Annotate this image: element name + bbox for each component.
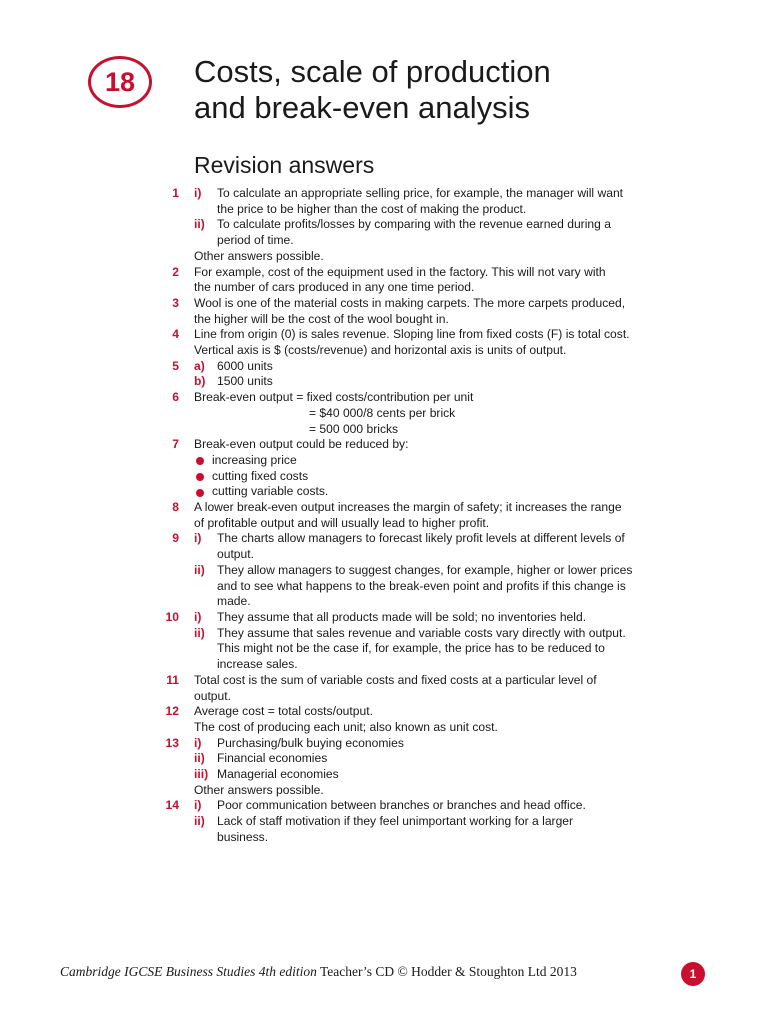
answer-line: Financial economies xyxy=(217,751,328,766)
bullet-text: increasing price xyxy=(212,452,297,467)
section-heading: Revision answers xyxy=(194,152,375,178)
question-number: 1 xyxy=(172,186,179,200)
sub-answer xyxy=(194,626,714,673)
sub-answer xyxy=(194,798,714,814)
answer-line: Poor communication between branches or branches and head office. xyxy=(217,798,586,813)
answer-line: the number of cars produced in any one time period. xyxy=(194,280,475,295)
question-number: 4 xyxy=(172,327,179,342)
question-number: 14 xyxy=(165,798,179,813)
question-number: 3 xyxy=(172,295,179,310)
answer-line: made. xyxy=(217,594,251,609)
answer-line: 6000 units xyxy=(217,358,273,373)
page-number-badge: 1 xyxy=(681,962,705,986)
answer-line: Break-even output = fixed costs/contribution per unit xyxy=(194,390,474,405)
answer-line: The charts allow managers to forecast likely profit levels at different levels of xyxy=(217,531,625,546)
sub-label: i) xyxy=(194,609,202,624)
answer-6 xyxy=(172,390,714,437)
sub-answer xyxy=(194,767,714,783)
answer-line: To calculate profits/losses by comparing with the revenue earned during a xyxy=(217,217,611,232)
sub-answer xyxy=(194,563,714,610)
sub-answer xyxy=(194,610,714,626)
answer-12 xyxy=(165,704,714,735)
answer-5 xyxy=(172,358,714,390)
sub-answer xyxy=(194,751,714,767)
answer-line: period of time. xyxy=(217,233,294,248)
page-footer xyxy=(60,964,577,980)
equation-line: = 500 000 bricks xyxy=(309,421,399,436)
answer-7 xyxy=(172,437,714,500)
answer-line: Wool is one of the material costs in making carpets. The more carpets produced, xyxy=(194,295,626,310)
sub-label: ii) xyxy=(194,814,205,829)
sub-label: ii) xyxy=(194,751,205,766)
sub-label: ii) xyxy=(194,625,205,640)
answer-line: output. xyxy=(194,688,231,703)
answer-line: To calculate an appropriate selling price, for example, the manager will want xyxy=(217,186,624,200)
sub-answer xyxy=(194,186,714,217)
chapter-number-badge: 18 xyxy=(88,56,152,108)
question-number: 9 xyxy=(172,531,179,546)
answer-line: Managerial economies xyxy=(217,767,339,782)
answer-line: Line from origin (0) is sales revenue. Sloping line from fixed costs (F) is total cost. xyxy=(194,327,630,342)
answer-line: output. xyxy=(217,547,254,562)
answer-line: They assume that all products made will be sold; no inventories held. xyxy=(217,609,587,624)
sub-label: a) xyxy=(194,358,205,373)
answer-line: They allow managers to suggest changes, for example, higher or lower prices xyxy=(217,562,633,577)
question-number: 8 xyxy=(172,500,179,515)
sub-label: i) xyxy=(194,186,202,200)
bullet-text: cutting fixed costs xyxy=(212,468,309,483)
bullet-item xyxy=(171,469,714,485)
answer-8 xyxy=(172,500,714,531)
question-number: 5 xyxy=(172,358,179,373)
answer-4 xyxy=(172,327,714,358)
question-number: 11 xyxy=(166,672,179,687)
answer-line: They assume that sales revenue and variable costs vary directly with output. xyxy=(217,625,626,640)
answer-line: and to see what happens to the break-even point and profits if this change is xyxy=(217,578,626,593)
answer-line: For example, cost of the equipment used in the factory. This will not vary with xyxy=(194,264,606,279)
sub-answer xyxy=(194,359,714,375)
question-number: 6 xyxy=(172,390,179,405)
answer-line: Purchasing/bulk buying economies xyxy=(217,735,404,750)
sub-answer xyxy=(194,217,714,248)
sub-label: b) xyxy=(194,374,206,389)
question-number: 2 xyxy=(172,264,179,279)
bullet-text: cutting variable costs. xyxy=(212,484,329,499)
footer-book-title: Cambridge IGCSE Business Studies 4th edition xyxy=(60,964,317,979)
answer-note: Other answers possible. xyxy=(194,782,324,797)
answer-line: increase sales. xyxy=(217,657,298,672)
equation-line: = $40 000/8 cents per brick xyxy=(309,405,456,420)
answer-13 xyxy=(165,735,714,799)
answer-line: Lack of staff motivation if they feel unimportant working for a larger xyxy=(217,814,574,829)
answers-list xyxy=(165,186,714,846)
sub-label: ii) xyxy=(194,217,205,232)
bullet-item xyxy=(171,484,714,500)
answer-line: of profitable output and will usually lead to higher profit. xyxy=(194,515,490,530)
answer-line: business. xyxy=(217,829,269,844)
answer-line: The cost of producing each unit; also known as unit cost. xyxy=(194,719,498,734)
answer-9 xyxy=(172,531,714,610)
title-line-2: and break-even analysis xyxy=(194,90,531,125)
sub-label: ii) xyxy=(194,562,205,577)
sub-answer xyxy=(194,736,714,752)
sub-answer xyxy=(194,814,714,845)
answer-line: Break-even output could be reduced by: xyxy=(194,437,409,452)
sub-answer xyxy=(194,531,714,562)
footer-copyright: Teacher’s CD © Hodder & Stoughton Ltd 2013 xyxy=(316,964,577,979)
sub-label: i) xyxy=(194,798,202,813)
answer-line: Average cost = total costs/output. xyxy=(194,704,373,719)
answer-line: Vertical axis is $ (costs/revenue) and horizontal axis is units of output. xyxy=(194,343,567,358)
answer-1 xyxy=(172,186,714,265)
page-title xyxy=(194,54,551,126)
answer-10 xyxy=(165,609,714,673)
question-number: 10 xyxy=(165,609,179,624)
answer-note: Other answers possible. xyxy=(194,248,324,263)
answer-2 xyxy=(172,264,714,296)
question-number: 13 xyxy=(165,735,179,750)
answer-3 xyxy=(172,295,714,327)
answer-line: This might not be the case if, for example, the price has to be reduced to xyxy=(217,641,605,656)
sub-label: iii) xyxy=(194,767,209,782)
answer-line: the price to be higher than the cost of making the product. xyxy=(217,201,527,216)
answer-11 xyxy=(166,672,714,704)
answer-line: Total cost is the sum of variable costs and fixed costs at a particular level of xyxy=(194,672,597,687)
answer-line: the higher will be the cost of the wool bought in. xyxy=(194,311,449,326)
question-number: 7 xyxy=(172,437,179,452)
answer-line: A lower break-even output increases the margin of safety; it increases the range xyxy=(194,500,622,515)
bullet-item xyxy=(171,453,714,469)
sub-label: i) xyxy=(194,735,202,750)
question-number: 12 xyxy=(165,704,179,719)
sub-answer xyxy=(194,374,714,390)
answer-line: 1500 units xyxy=(217,374,273,389)
title-line-1: Costs, scale of production xyxy=(194,54,551,89)
answer-14 xyxy=(165,798,714,845)
sub-label: i) xyxy=(194,531,202,546)
